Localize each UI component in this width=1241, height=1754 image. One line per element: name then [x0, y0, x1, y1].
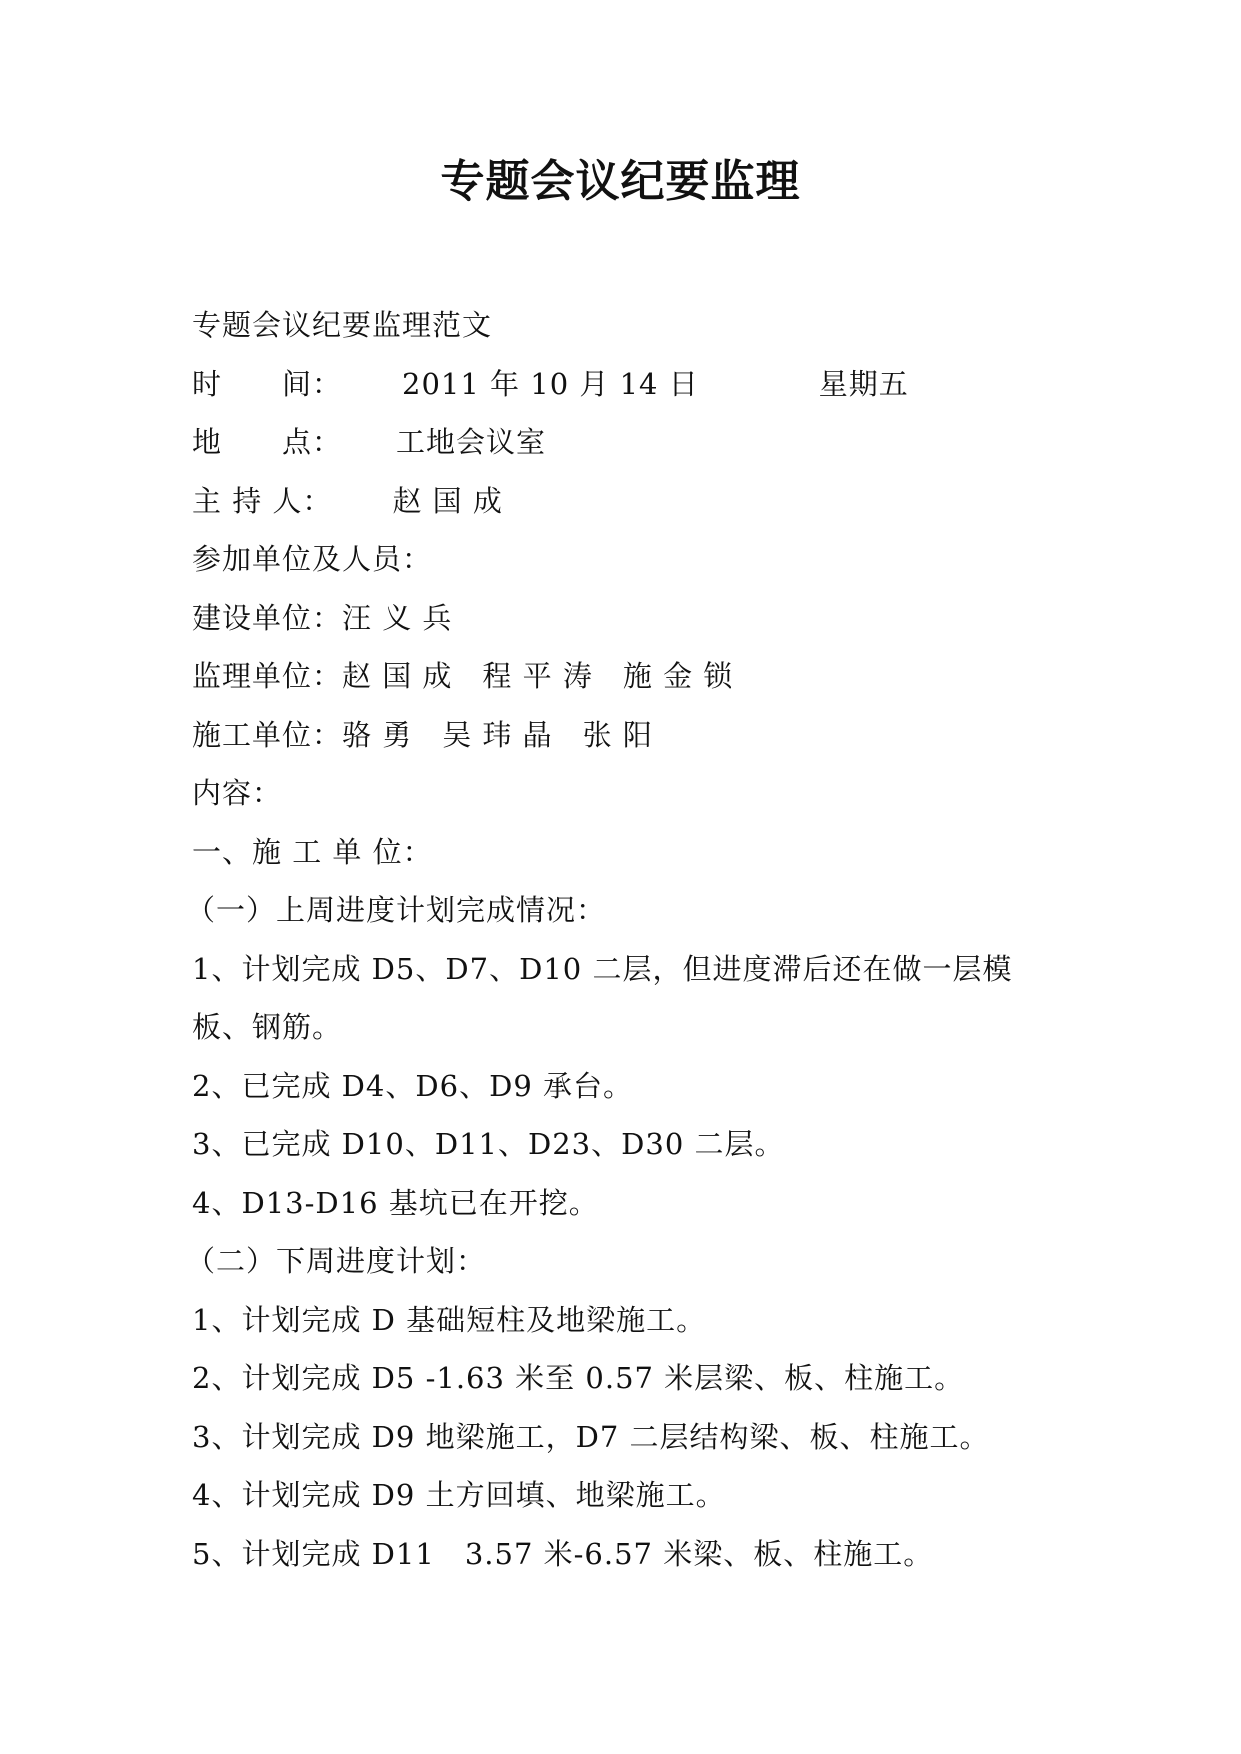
document-title: 专题会议纪要监理 [440, 156, 801, 207]
document-body [186, 296, 1072, 1583]
time-value: 2011 年 10 月 14 日 [402, 366, 699, 401]
supervision-unit-line: 监理单位：赵 国 成 程 平 涛 施 金 锁 [192, 659, 734, 693]
content-label: 内容： [192, 776, 283, 810]
sub1-item: 1、计划完成 D5、D7、D10 二层，但进度滞后还在做一层模 [192, 951, 1013, 986]
weekday-value: 星期五 [818, 366, 909, 401]
host-label: 主 持 人： [192, 483, 333, 518]
sub2-item: 1、计划完成 D 基础短柱及地梁施工。 [192, 1302, 707, 1337]
sub1-item: 3、已完成 D10、D11、D23、D30 二层。 [192, 1127, 785, 1161]
time-line [192, 355, 1072, 414]
sub1-item: 4、D13-D16 基坑已在开挖。 [192, 1185, 599, 1220]
host-line [192, 472, 1072, 531]
sub2-item: 5、计划完成 D11 3.57 米-6.57 米梁、板、柱施工。 [192, 1536, 934, 1571]
subtitle-line: 专题会议纪要监理范文 [192, 308, 493, 342]
time-label: 时 间： [192, 366, 343, 401]
sub2-item: 3、计划完成 D9 地梁施工，D7 二层结构梁、板、柱施工。 [192, 1419, 990, 1454]
section1-heading: 一、施 工 单 位： [192, 834, 433, 869]
sub1-item: 2、已完成 D4、D6、D9 承台。 [192, 1068, 633, 1103]
host-value: 赵 国 成 [392, 483, 503, 518]
sub2-item: 4、计划完成 D9 土方回填、地梁施工。 [192, 1478, 726, 1512]
construction-unit-line: 施工单位：骆 勇 吴 玮 晶 张 阳 [192, 717, 653, 752]
attendees-label: 参加单位及人员： [192, 542, 433, 576]
place-label: 地 点： [192, 425, 343, 459]
sub1-item: 板、钢筋。 [192, 1010, 343, 1044]
place-line [192, 413, 1072, 472]
sub1-heading: （一）上周进度计划完成情况： [186, 893, 607, 927]
place-value: 工地会议室 [396, 425, 547, 459]
sub2-item: 2、计划完成 D5 -1.63 米至 0.57 米层梁、板、柱施工。 [192, 1361, 965, 1395]
sub2-heading: （二）下周进度计划： [186, 1244, 487, 1278]
owner-unit-line: 建设单位：汪 义 兵 [192, 600, 453, 635]
